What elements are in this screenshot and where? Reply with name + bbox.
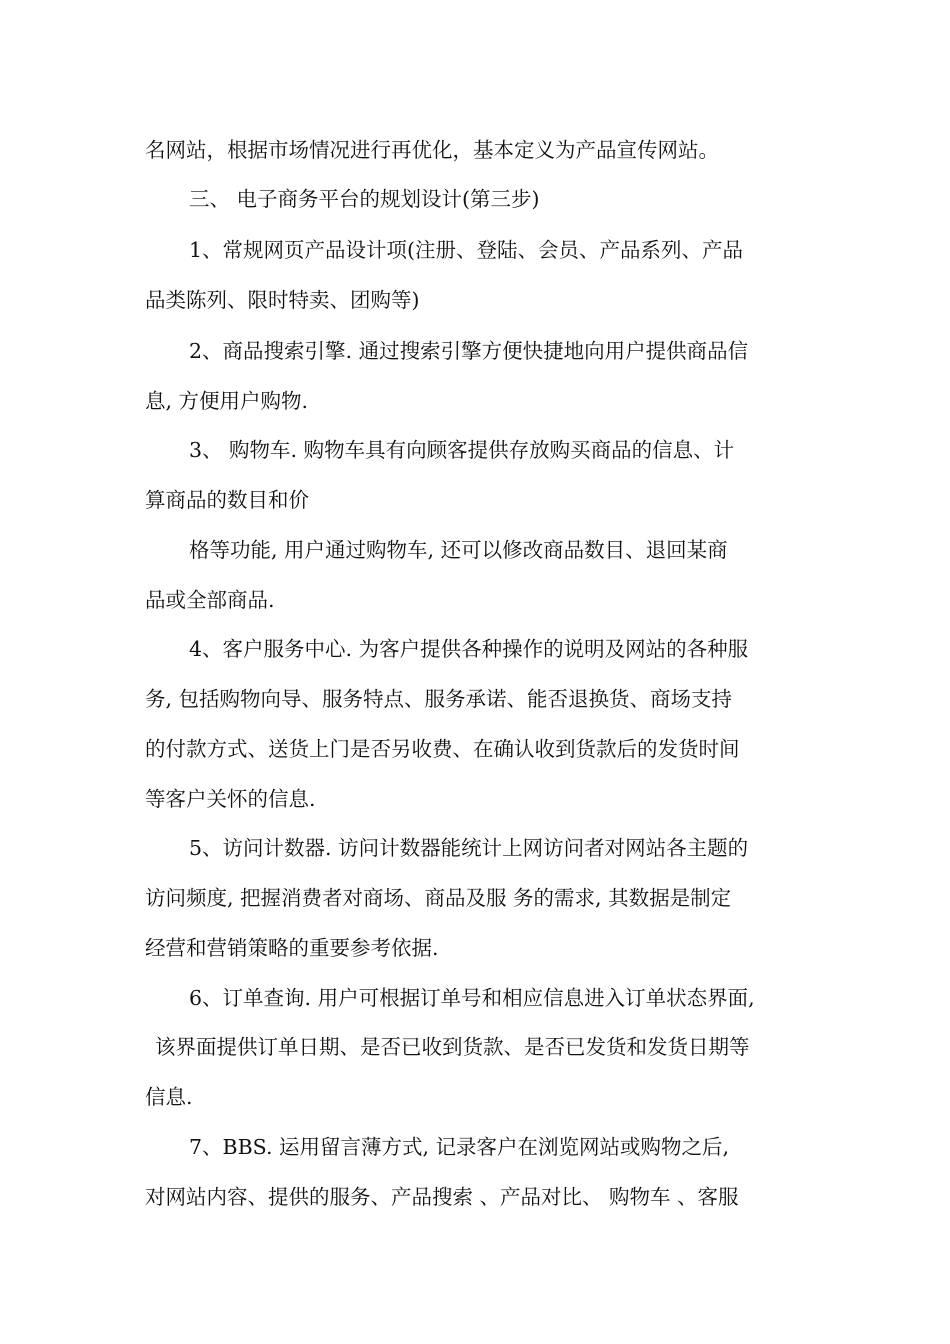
- text-line: 名网站，根据市场情况进行再优化，基本定义为产品宣传网站。: [145, 138, 719, 162]
- text-line: 访问频度, 把握消费者对商场、商品及服 务的需求, 其数据是制定: [145, 886, 732, 910]
- text-line: 格等功能, 用户通过购物车, 还可以修改商品数目、退回某商: [189, 538, 728, 562]
- text-line: 3、 购物车. 购物车具有向顾客提供存放购买商品的信息、计: [189, 438, 735, 462]
- text-line: 品类陈列、限时特卖、团购等): [145, 288, 420, 312]
- text-line: 对网站内容、提供的服务、产品搜索 、产品对比、 购物车 、客服: [145, 1185, 739, 1209]
- text-line: 算商品的数目和价: [145, 488, 309, 512]
- text-line: 等客户关怀的信息.: [145, 787, 316, 811]
- text-line: 6、订单查询. 用户可根据订单号和相应信息进入订单状态界面,: [189, 986, 755, 1010]
- text-line: 5、访问计数器. 访问计数器能统计上网访问者对网站各主题的: [189, 836, 749, 860]
- text-line: 息, 方便用户购物.: [145, 389, 309, 413]
- text-line: 品或全部商品.: [145, 588, 275, 612]
- text-line: 务, 包括购物向导、服务特点、服务承诺、能否退换货、商场支持: [145, 687, 733, 711]
- text-line: 的付款方式、送货上门是否另收费、在确认收到货款后的发货时间: [145, 737, 740, 761]
- text-line: 1、常规网页产品设计项(注册、登陆、会员、产品系列、产品: [189, 238, 744, 262]
- text-line: 该界面提供订单日期、是否已收到货款、是否已发货和发货日期等: [155, 1035, 750, 1059]
- section-heading: 三、 电子商务平台的规划设计(第三步): [189, 187, 540, 211]
- text-line: 4、客户服务中心. 为客户提供各种操作的说明及网站的各种服: [189, 637, 749, 661]
- text-line: 信息.: [145, 1085, 193, 1109]
- text-line: 7、BBS. 运用留言薄方式, 记录客户在浏览网站或购物之后,: [189, 1135, 730, 1159]
- text-line: 经营和营销策略的重要参考依据.: [145, 936, 439, 960]
- text-line: 2、商品搜索引擎. 通过搜索引擎方便快捷地向用户提供商品信: [189, 339, 749, 363]
